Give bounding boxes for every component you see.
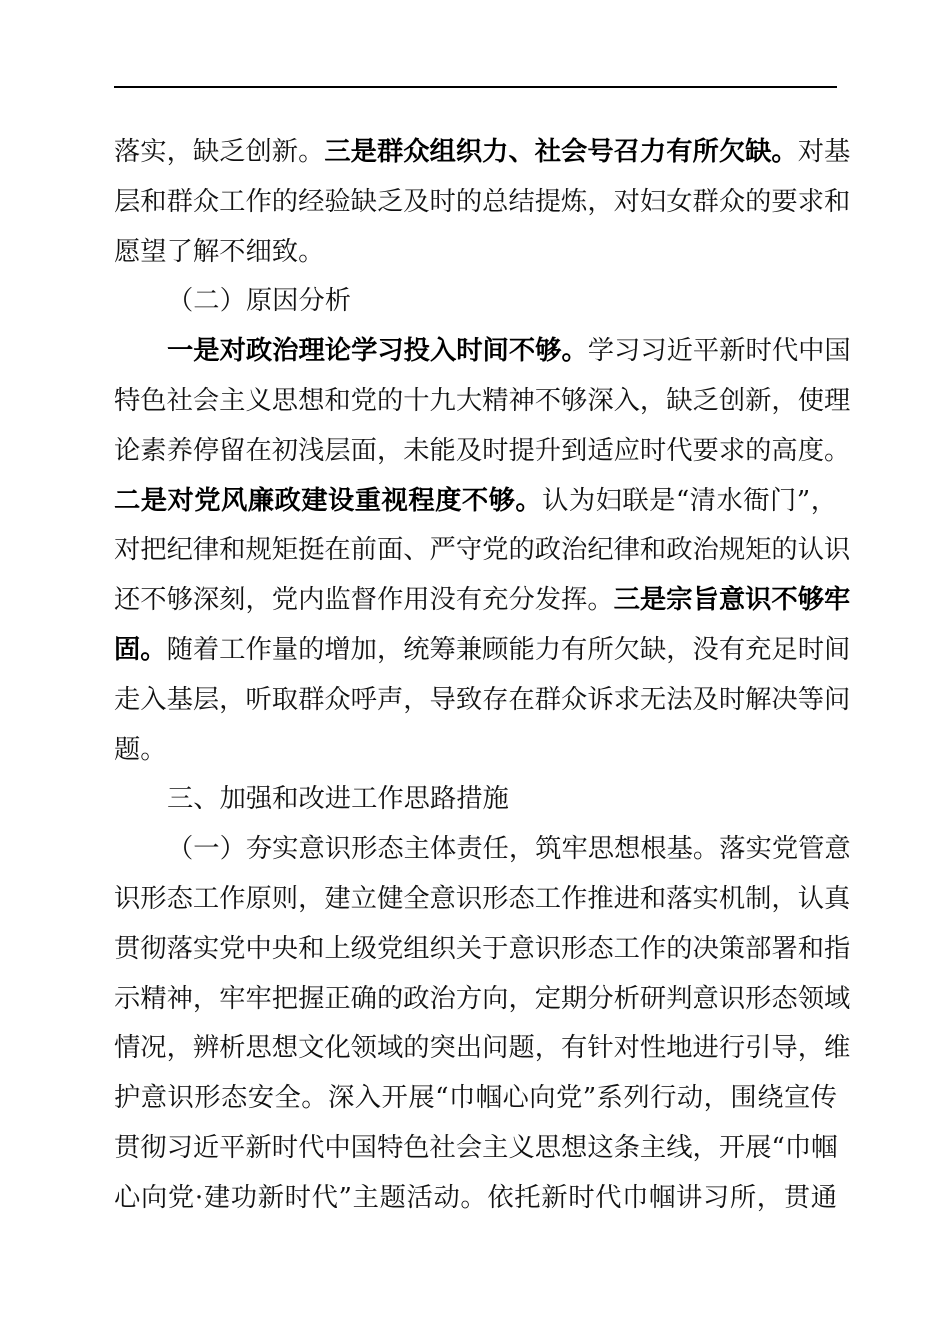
- text-segment: （二）原因分析: [167, 286, 352, 317]
- text-line: [114, 128, 851, 178]
- text-line: [114, 1024, 851, 1074]
- bold-text-segment: 三是宗旨意识不够牢: [613, 585, 851, 616]
- text-segment: 识形态工作原则，建立健全意识形态工作推进和落实机制，认真: [114, 883, 851, 914]
- text-line: [114, 576, 851, 626]
- text-line: [114, 825, 851, 875]
- text-line: [114, 277, 837, 327]
- text-segment: 题。: [114, 734, 167, 765]
- document-body: [114, 128, 851, 1224]
- text-segment: 认为妇联是“清水衙门”，: [542, 485, 837, 516]
- text-line: [114, 178, 851, 228]
- text-segment: 学习习近平新时代中国: [587, 336, 851, 367]
- text-line: [114, 925, 851, 975]
- text-segment: 论素养停留在初浅层面，未能及时提升到适应时代要求的高度。: [114, 435, 851, 466]
- text-line: [114, 975, 851, 1025]
- text-segment: 还不够深刻，党内监督作用没有充分发挥。: [114, 585, 614, 616]
- header-rule: [114, 86, 837, 88]
- text-segment: 随着工作量的增加，统筹兼顾能力有所欠缺，没有充足时间: [166, 634, 851, 665]
- text-segment: 贯彻落实党中央和上级党组织关于意识形态工作的决策部署和指: [114, 933, 851, 964]
- text-line: [114, 377, 851, 427]
- text-line: [114, 676, 851, 726]
- text-segment: （一）夯实意识形态主体责任，筑牢思想根基。落实党管意: [167, 834, 851, 865]
- text-line: [114, 327, 851, 377]
- text-segment: 护意识形态安全。深入开展“巾帼心向党”系列行动，围绕宣传: [114, 1083, 837, 1114]
- text-line: [114, 775, 837, 825]
- bold-text-segment: 三是群众组织力、社会号召力有所欠缺。: [324, 137, 798, 167]
- text-line: [114, 427, 851, 477]
- text-line: [114, 1174, 837, 1224]
- text-line: [114, 228, 837, 278]
- text-segment: 走入基层，听取群众呼声，导致存在群众诉求无法及时解决等问: [114, 684, 851, 715]
- text-segment: 心向党·建功新时代”主题活动。依托新时代巾帼讲习所，贯通: [114, 1182, 837, 1213]
- text-segment: 特色社会主义思想和党的十九大精神不够深入，缺乏创新，使理: [114, 385, 851, 416]
- text-segment: 示精神，牢牢把握正确的政治方向，定期分析研判意识形态领域: [114, 983, 851, 1014]
- text-line: [114, 1074, 837, 1124]
- text-segment: 层和群众工作的经验缺乏及时的总结提炼，对妇女群众的要求和: [114, 186, 851, 217]
- text-segment: 对把纪律和规矩挺在前面、严守党的政治纪律和政治规矩的认识: [114, 535, 851, 566]
- text-segment: 对基: [797, 137, 851, 167]
- bold-text-segment: 一是对政治理论学习投入时间不够。: [167, 336, 588, 367]
- text-line: [114, 1124, 837, 1174]
- text-segment: 情况，辨析思想文化领域的突出问题，有针对性地进行引导，维: [114, 1033, 851, 1064]
- text-segment: 落实，缺乏创新。: [114, 137, 325, 167]
- text-line: [114, 526, 851, 576]
- bold-text-segment: 固。: [114, 634, 167, 665]
- text-line: [114, 875, 851, 925]
- text-segment: 三、加强和改进工作思路措施: [167, 784, 509, 815]
- bold-text-segment: 二是对党风廉政建设重视程度不够。: [114, 485, 543, 516]
- text-segment: 愿望了解不细致。: [114, 236, 325, 267]
- text-line: [114, 626, 851, 676]
- text-line: [114, 726, 837, 776]
- text-segment: 贯彻习近平新时代中国特色社会主义思想这条主线，开展“巾帼: [114, 1132, 838, 1163]
- text-line: [114, 477, 837, 527]
